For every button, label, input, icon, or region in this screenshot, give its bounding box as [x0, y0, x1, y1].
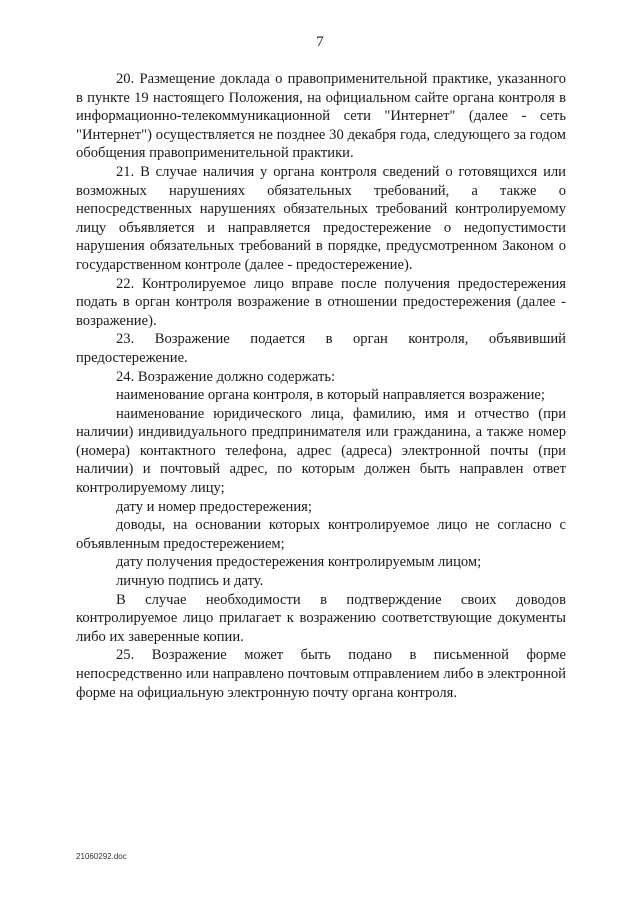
- paragraph-20: 20. Размещение доклада о правоприменительной практике, указанного в пункте 19 настоящего Положения, на официальном сайте органа контроля в информационно-телекоммуникационной сети "Интернет" (далее - сеть "Интернет") осуществляется не позднее 30 декабря года, следующего за годом обобщения правоприменительной практики.: [76, 71, 566, 162]
- list-item-warning-date-number: дату и номер предостережения;: [116, 498, 312, 515]
- list-item-arguments: доводы, на основании которых контролируемое лицо не согласно с объявленным предостережением;: [76, 517, 566, 552]
- list-item-signature: личную подпись и дату.: [116, 573, 264, 590]
- list-item-control-body-name: наименование органа контроля, в который направляется возражение;: [116, 387, 545, 404]
- list-item-applicant-details: наименование юридического лица, фамилию, имя и отчество (при наличии) индивидуального предпринимателя или гражданина, а также номер (номера) контактного телефона, адрес (адреса) электронной почты (при наличии) и почтовый адрес, по которым должен быть направлен ответ контролируемому лицу;: [76, 405, 566, 497]
- list-item-receipt-date: дату получения предостережения контролируемым лицом;: [116, 554, 482, 571]
- paragraph-22: 22. Контролируемое лицо вправе после получения предостережения подать в орган контроля возражение в отношении предостережения (далее - возражение).: [76, 275, 566, 329]
- paragraph-23: 23. Возражение подается в орган контроля, объявивший предостережение.: [76, 331, 566, 366]
- paragraph-24: 24. Возражение должно содержать:: [116, 368, 336, 385]
- document-body: [76, 70, 566, 702]
- file-name-footer: 21060292.doc: [76, 852, 127, 861]
- paragraph-supporting-documents: В случае необходимости в подтверждение своих доводов контролируемое лицо прилагает к возражению соответствующие документы либо их заверенные копии.: [76, 591, 566, 645]
- paragraph-21: 21. В случае наличия у органа контроля сведений о готовящихся или возможных нарушениях обязательных требований, а также о непосредственных нарушениях обязательных требований контролируемому лицу объявляется и направляется предостережение о недопустимости нарушения обязательных требований в порядке, предусмотренном Законом о государственном контроле (далее - предостережение).: [76, 163, 566, 273]
- paragraph-25: 25. Возражение может быть подано в письменной форме непосредственно или направлено почтовым отправлением либо в электронной форме на официальную электронную почту органа контроля.: [76, 647, 566, 701]
- page-number: 7: [316, 34, 324, 50]
